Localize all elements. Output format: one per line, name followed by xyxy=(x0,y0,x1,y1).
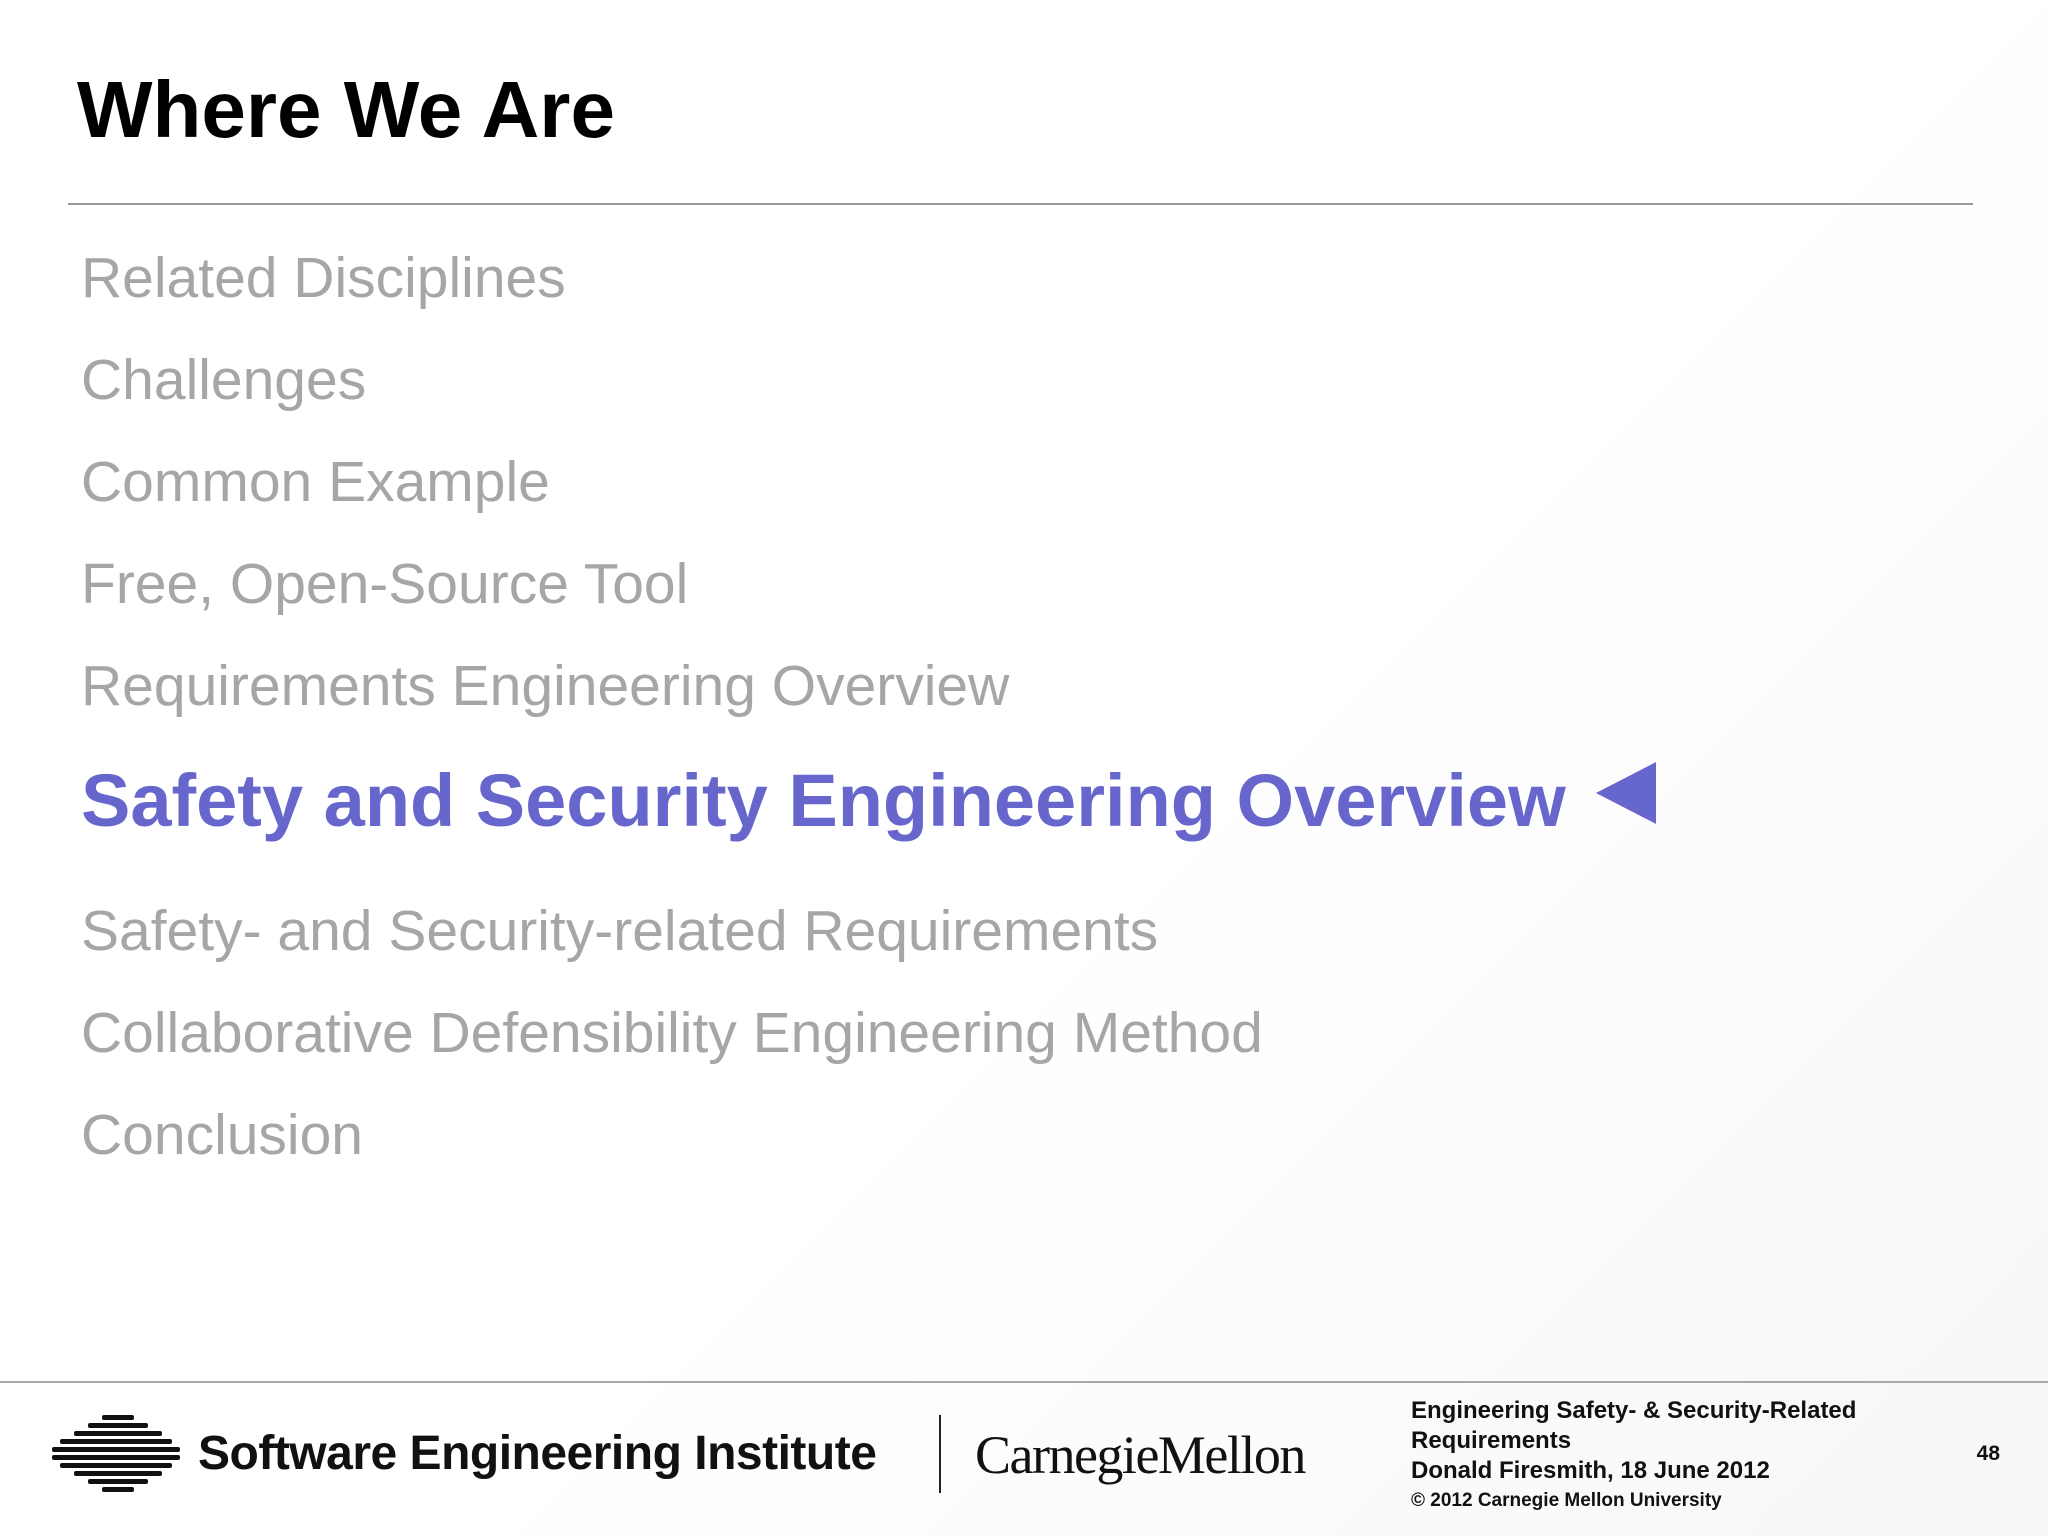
slide-title: Where We Are xyxy=(77,65,615,154)
footer-divider xyxy=(0,1381,2048,1383)
agenda-item-safety-security-requirements: Safety- and Security-related Requirements xyxy=(81,899,1159,963)
agenda-item-collaborative-method: Collaborative Defensibility Engineering Method xyxy=(81,1001,1263,1065)
footer-presentation-title-line1: Engineering Safety- & Security-Related xyxy=(1411,1397,1857,1424)
agenda-item-challenges: Challenges xyxy=(81,348,367,412)
footer-presentation-title-line2: Requirements xyxy=(1411,1427,1572,1454)
agenda-item-requirements-engineering: Requirements Engineering Overview xyxy=(81,654,1010,718)
logo-divider xyxy=(939,1415,941,1493)
footer-copyright: © 2012 Carnegie Mellon University xyxy=(1411,1490,1722,1511)
page-number: 48 xyxy=(1976,1442,2000,1465)
agenda-item-conclusion: Conclusion xyxy=(81,1103,363,1167)
sei-logo-icon xyxy=(52,1415,180,1493)
agenda-item-common-example: Common Example xyxy=(81,450,550,514)
footer-presentation-info xyxy=(1411,1396,1971,1514)
agenda-item-related-disciplines: Related Disciplines xyxy=(81,246,566,310)
left-triangle-icon xyxy=(1596,762,1656,824)
sei-wordmark: Software Engineering Institute xyxy=(198,1427,877,1480)
title-divider xyxy=(68,203,1973,205)
agenda-item-open-source-tool: Free, Open-Source Tool xyxy=(81,552,689,616)
agenda-item-current-label: Safety and Security Engineering Overview xyxy=(81,759,1566,842)
agenda-item-current xyxy=(81,758,1656,844)
cmu-wordmark: CarnegieMellon xyxy=(975,1425,1305,1485)
footer-author-date: Donald Firesmith, 18 June 2012 xyxy=(1411,1457,1770,1484)
